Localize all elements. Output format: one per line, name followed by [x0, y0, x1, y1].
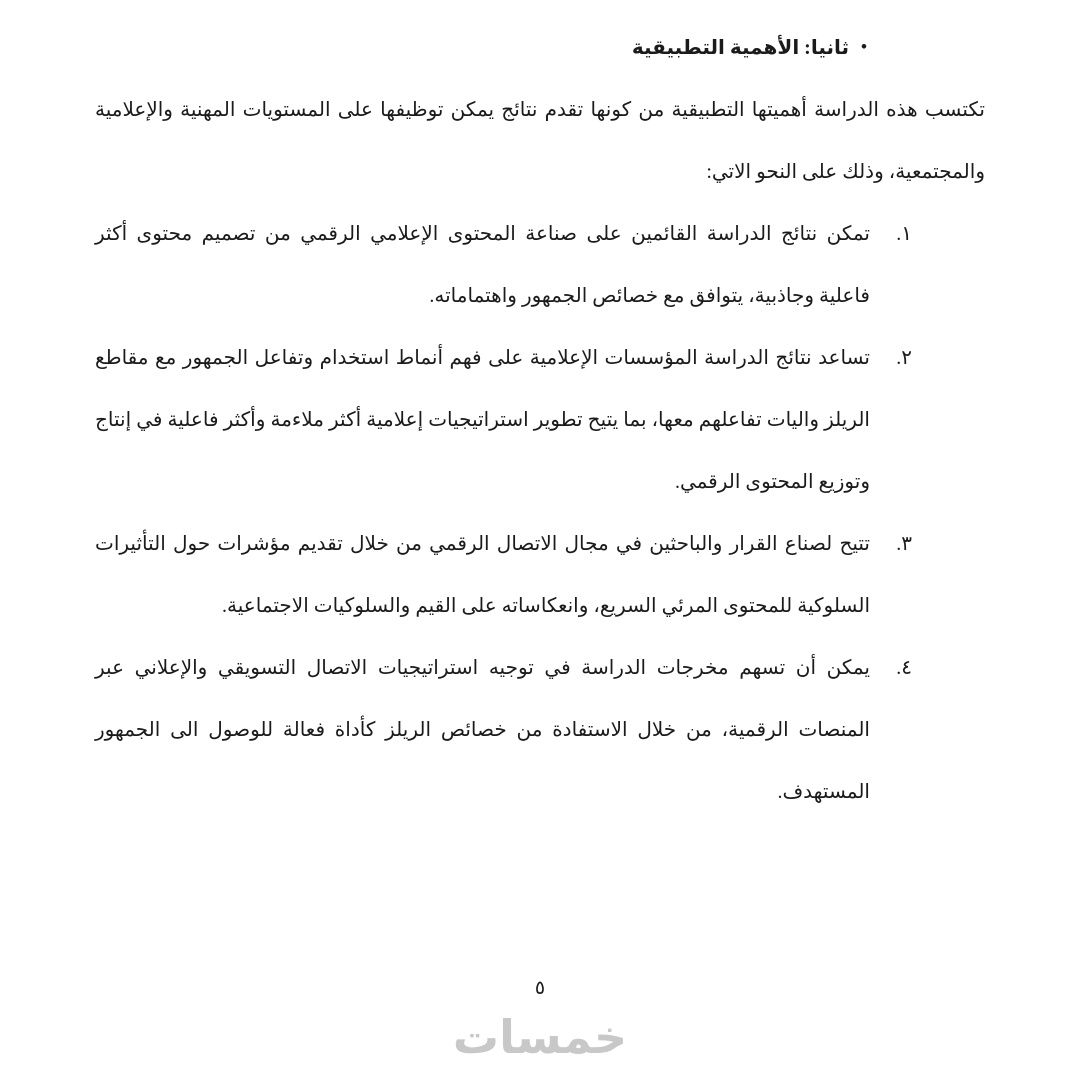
list-item — [95, 327, 912, 513]
list-item — [95, 513, 912, 637]
list-item-text: تمكن نتائج الدراسة القائمين على صناعة المحتوى الإعلامي الرقمي من تصميم محتوى أكثر فاعلية وجاذبية، يتوافق مع خصائص الجمهور واهتماماته. — [95, 223, 870, 307]
list-number: ٤. — [896, 657, 912, 679]
list-item-text: يمكن أن تسهم مخرجات الدراسة في توجيه استراتيجيات الاتصال التسويقي والإعلاني عبر المنصات الرقمية، من خلال الاستفادة من خصائص الريلز كأداة فعالة للوصول الى الجمهور المستهدف. — [95, 657, 870, 803]
section-heading-text: ثانيا: الأهمية التطبيقية — [631, 37, 850, 59]
list-item — [95, 203, 912, 327]
page-number: ٥ — [534, 978, 546, 999]
list-item-text: تتيح لصناع القرار والباحثين في مجال الاتصال الرقمي من خلال تقديم مؤشرات حول التأثيرات السلوكية للمحتوى المرئي السريع، وانعكاساته على القيم والسلوكيات الاجتماعية. — [95, 533, 870, 617]
list-number: ١. — [896, 223, 912, 245]
section-heading — [95, 16, 985, 79]
bullet-icon: • — [861, 37, 867, 56]
watermark: خمسات — [452, 1010, 628, 1064]
list-number: ٢. — [896, 347, 912, 369]
list-item — [95, 637, 912, 823]
numbered-list — [95, 203, 985, 823]
list-item-text: تساعد نتائج الدراسة المؤسسات الإعلامية على فهم أنماط استخدام وتفاعل الجمهور مع مقاطع الريلز واليات تفاعلهم معها، بما يتيح تطوير استراتيجيات إعلامية أكثر ملاءمة وأكثر فاعلية في إنتاج وتوزيع المحتوى الرقمي. — [95, 347, 870, 493]
intro-paragraph: تكتسب هذه الدراسة أهميتها التطبيقية من كونها تقدم نتائج يمكن توظيفها على المستويات المهنية والإعلامية والمجتمعية، وذلك على النحو الاتي: — [95, 99, 985, 183]
list-number: ٣. — [896, 533, 912, 555]
